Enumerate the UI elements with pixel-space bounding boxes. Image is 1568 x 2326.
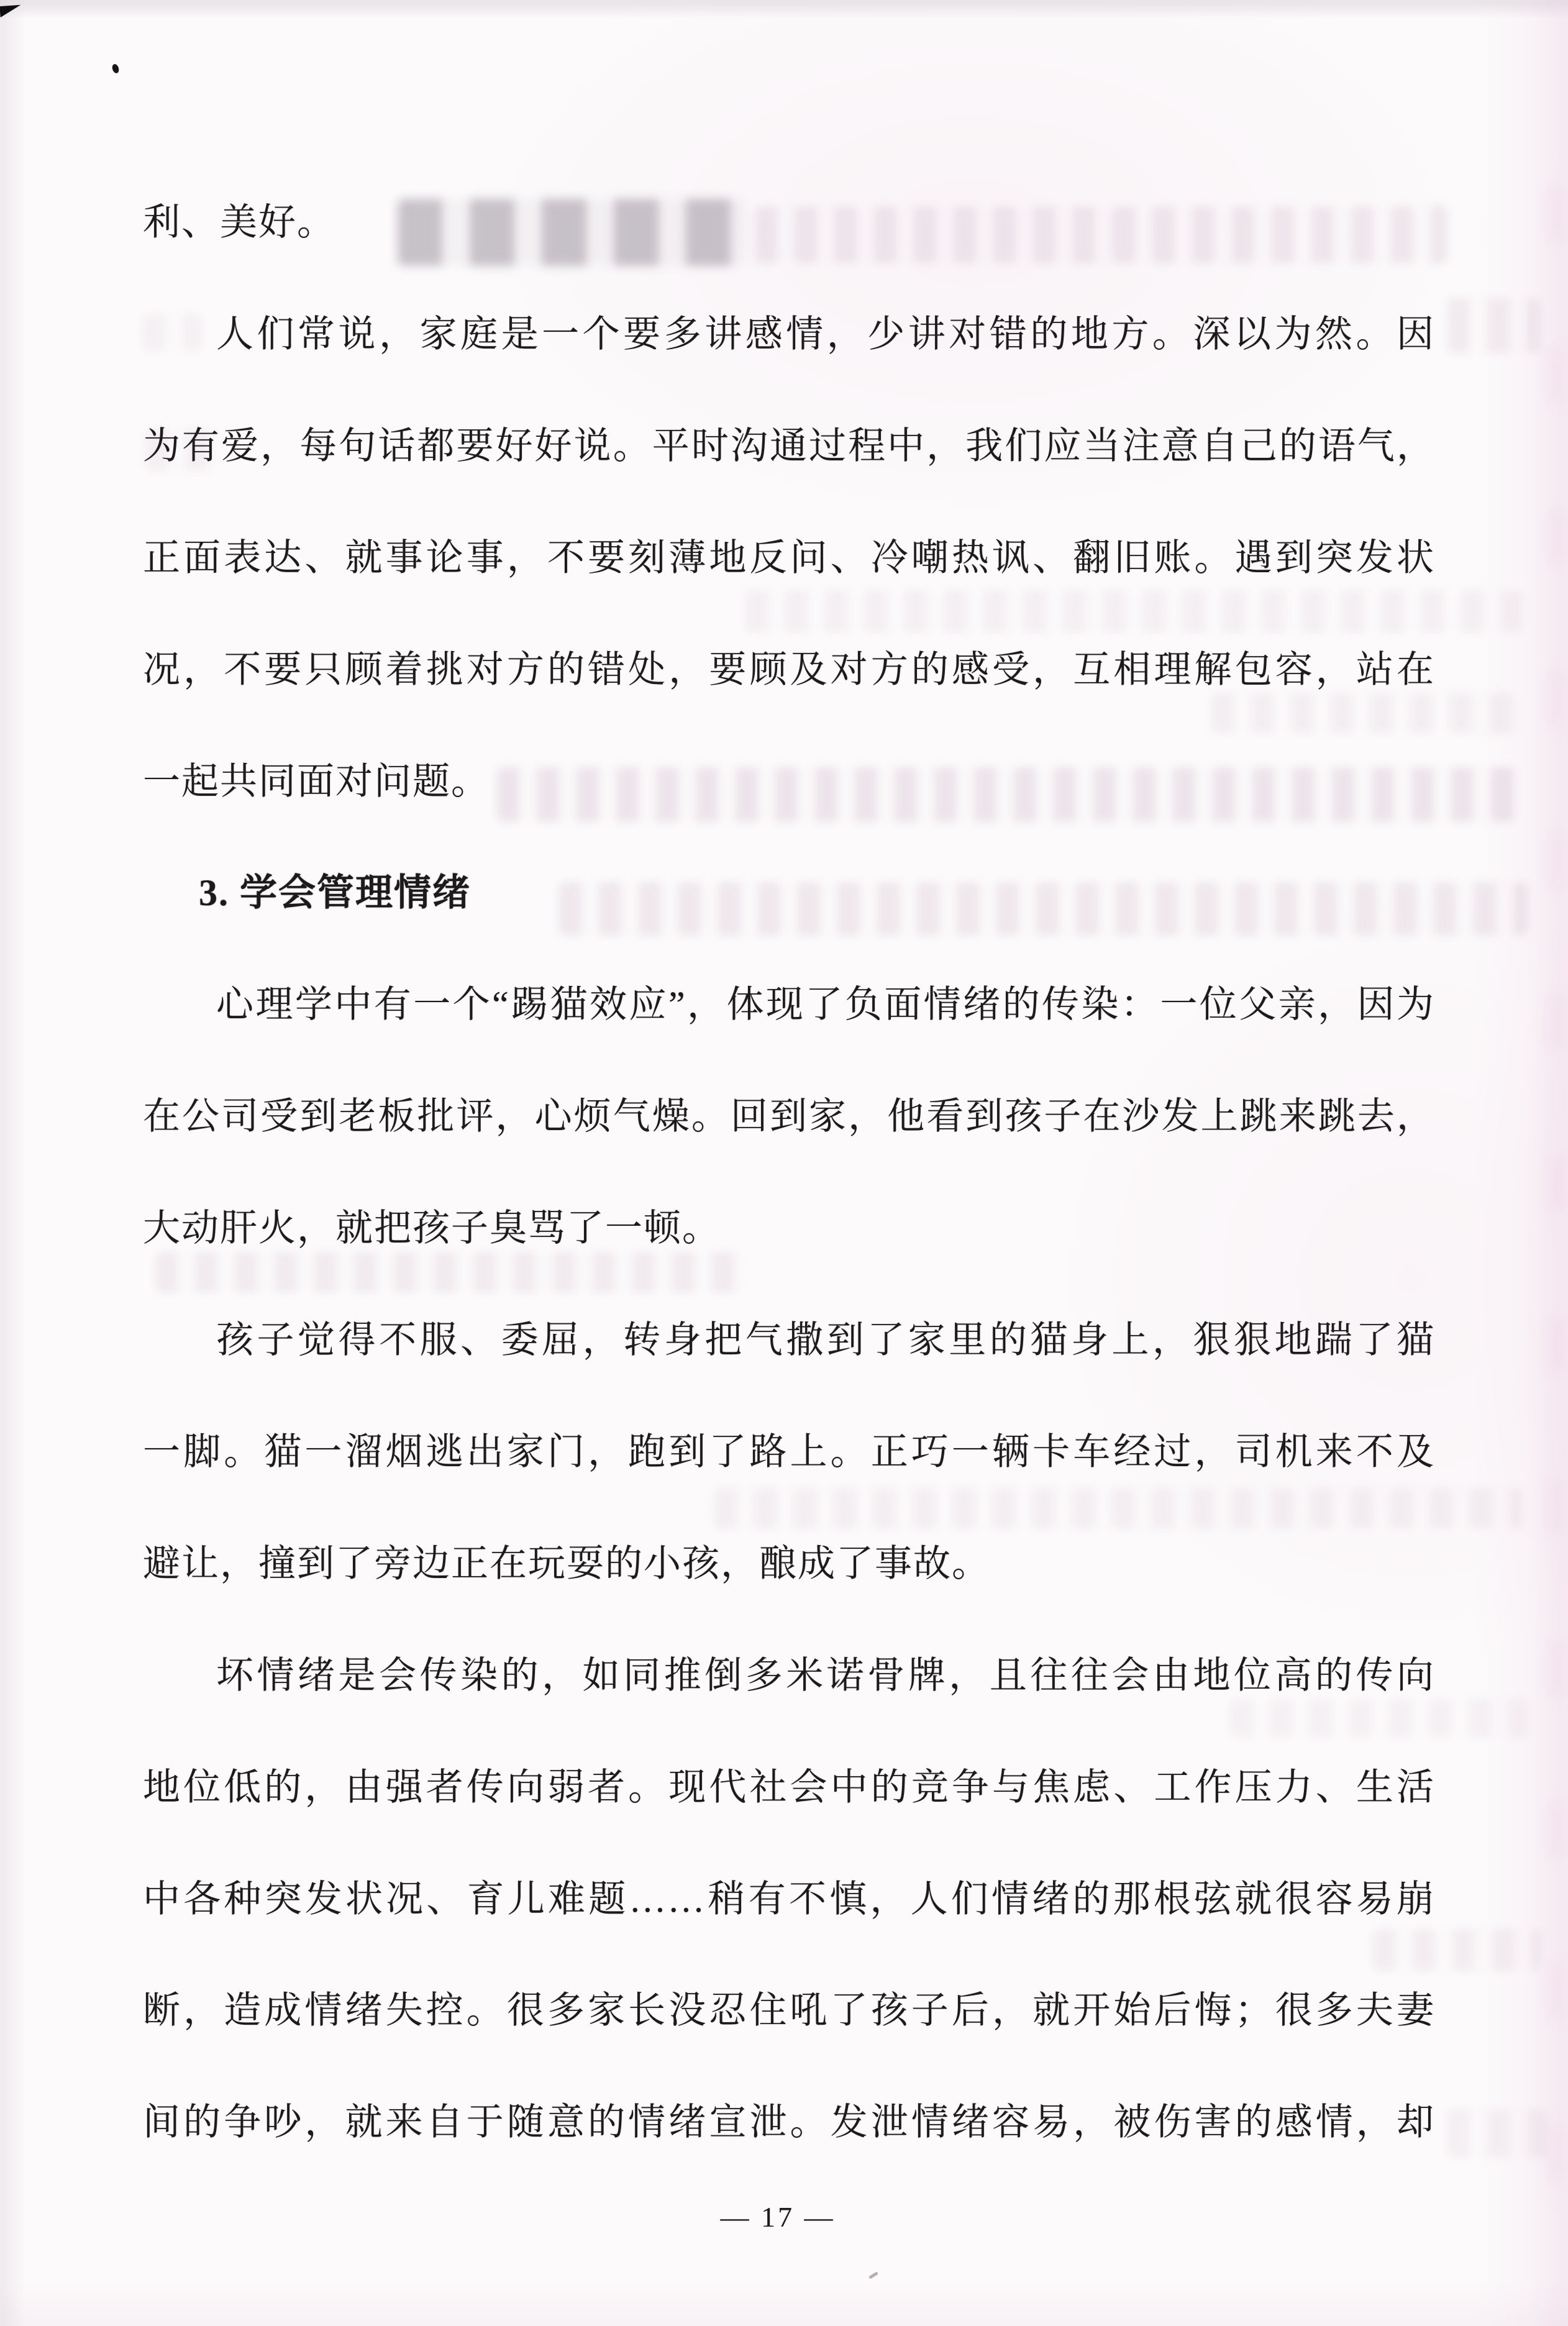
text-line: 正面表达、就事论事，不要刻薄地反问、冷嘲热讽、翻旧账。遇到突发状 xyxy=(143,537,1435,578)
corner-fold-artifact xyxy=(0,5,22,17)
text-line: 人们常说，家庭是一个要多讲感情，少讲对错的地方。深以为然。因 xyxy=(216,314,1435,355)
text-line: 避让，撞到了旁边正在玩耍的小孩，酿成了事故。 xyxy=(143,1543,990,1584)
text-line: 利、美好。 xyxy=(143,202,335,243)
text-line: 孩子觉得不服、委屈，转身把气撒到了家里的猫身上，狠狠地踹了猫 xyxy=(216,1320,1435,1361)
text-line: 为有爱，每句话都要好好说。平时沟通过程中，我们应当注意自己的语气， xyxy=(143,426,1435,467)
text-line: 况，不要只顾着挑对方的错处，要顾及对方的感受，互相理解包容，站在 xyxy=(143,649,1435,690)
text-line: 一起共同面对问题。 xyxy=(143,761,490,802)
text-line: 坏情绪是会传染的，如同推倒多米诺骨牌，且往往会由地位高的传向 xyxy=(216,1655,1435,1696)
section-heading: 3. 学会管理情绪 xyxy=(199,872,471,913)
text-line: 心理学中有一个“踢猫效应”，体现了负面情绪的传染：一位父亲，因为 xyxy=(216,984,1435,1025)
page-number: — 17 — xyxy=(720,2201,836,2233)
text-line: 一脚。猫一溜烟逃出家门，跑到了路上。正巧一辆卡车经过，司机来不及 xyxy=(143,1431,1435,1472)
text-line: 中各种突发状况、育儿难题……稍有不慎，人们情绪的那根弦就很容易崩 xyxy=(143,1879,1435,1920)
text-line: 大动肝火，就把孩子臭骂了一顿。 xyxy=(143,1208,721,1249)
text-line: 间的争吵，就来自于随意的情绪宣泄。发泄情绪容易，被伤害的感情，却 xyxy=(143,2102,1435,2143)
text-line: 断，造成情绪失控。很多家长没忍住吼了孩子后，就开始后悔；很多夫妻 xyxy=(143,1990,1435,2031)
text-line: 在公司受到老板批评，心烦气燥。回到家，他看到孩子在沙发上跳来跳去， xyxy=(143,1096,1435,1137)
text-line: 地位低的，由强者传向弱者。现代社会中的竞争与焦虑、工作压力、生活 xyxy=(143,1767,1435,1808)
